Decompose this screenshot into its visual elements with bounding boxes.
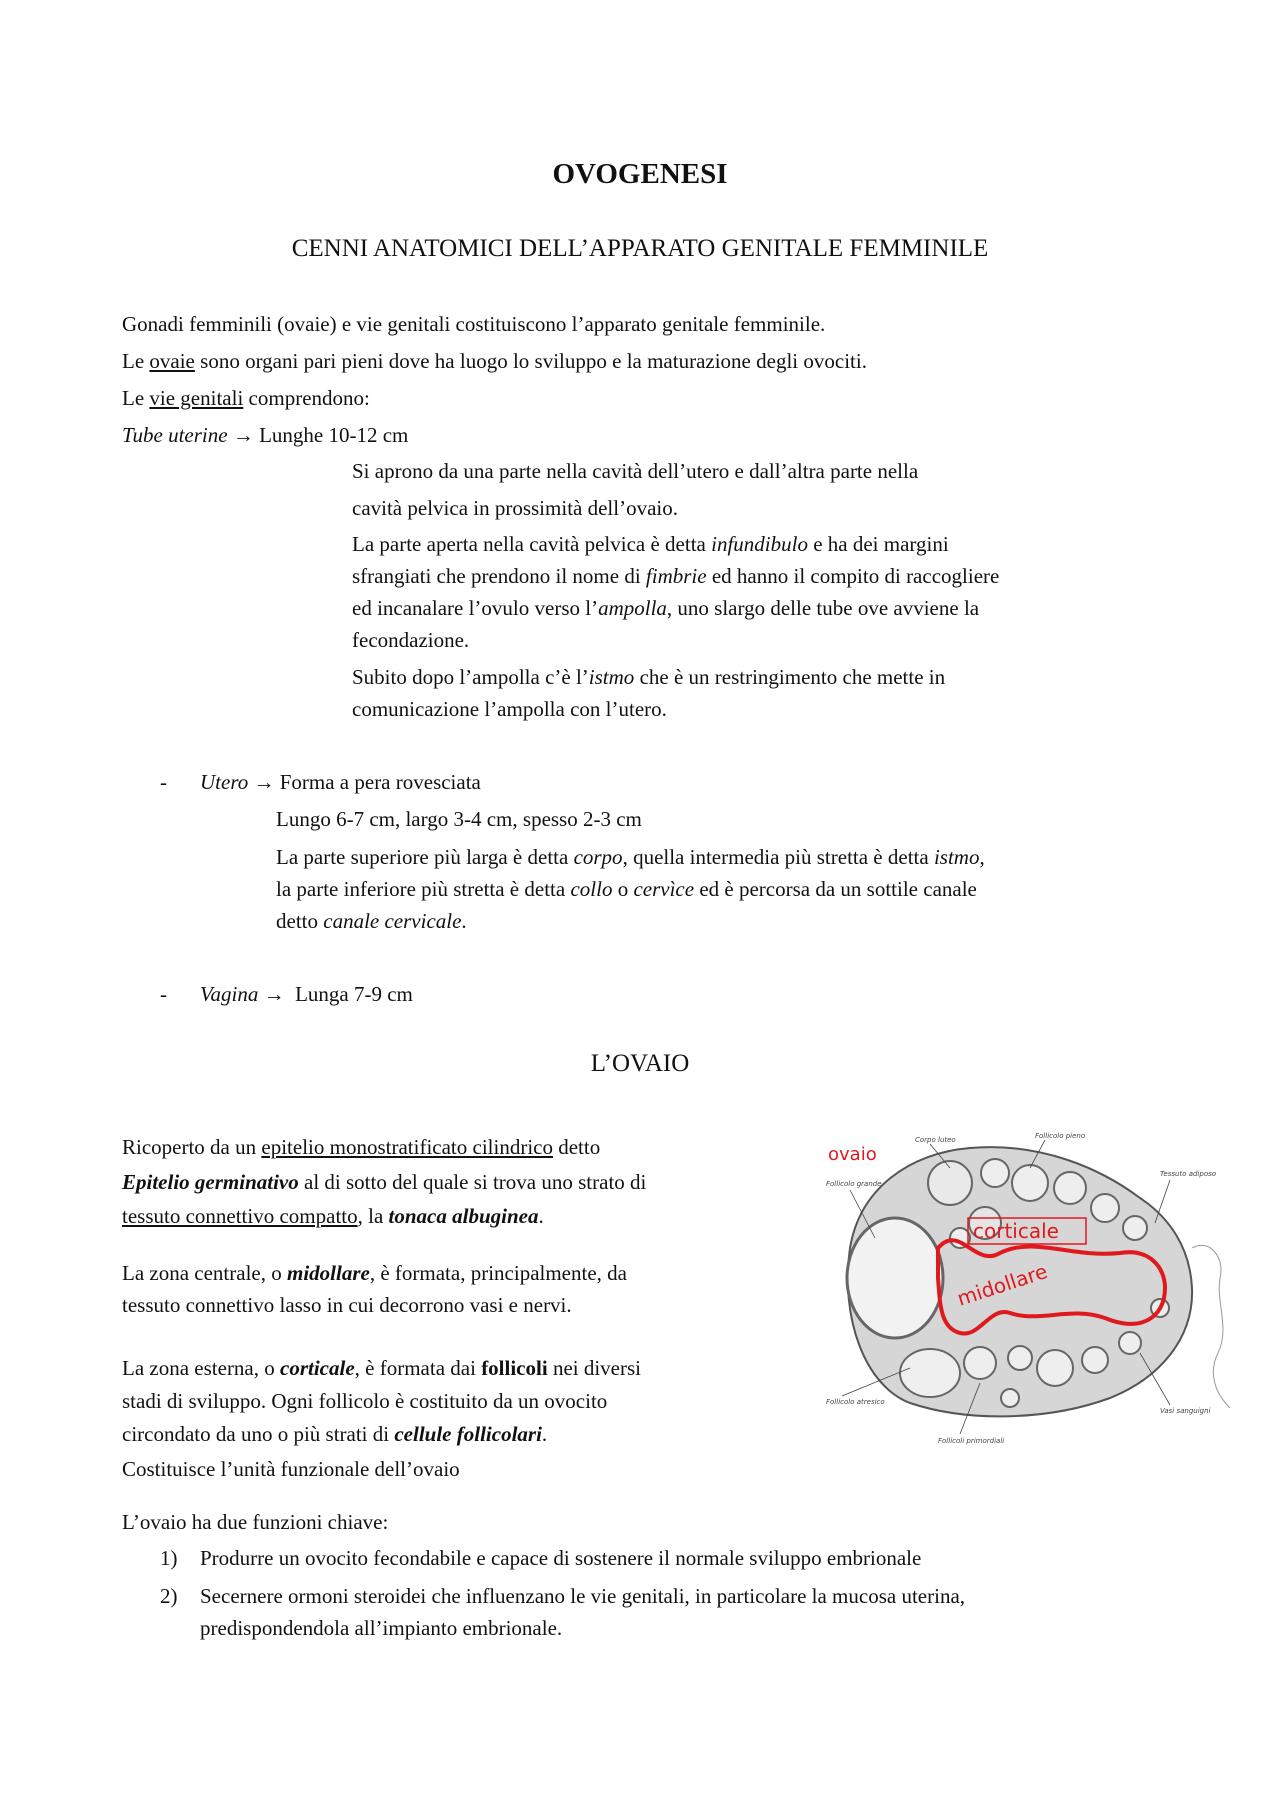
list-dash: -	[160, 770, 167, 794]
follicle	[1054, 1172, 1086, 1204]
follicle	[1037, 1350, 1073, 1386]
figure-label-midollare: midollare	[954, 1259, 1051, 1311]
figure-label-small: Corpo luteo	[915, 1136, 956, 1144]
section-title: L’OVAIO	[590, 1050, 690, 1077]
page-subtitle: CENNI ANATOMICI DELL’APPARATO GENITALE FEMMINILE	[291, 235, 989, 262]
ovary-figure	[820, 1128, 1240, 1450]
intro-line-1: Gonadi femminili (ovaie) e vie genitali costituiscono l’apparato genitale femminile.	[122, 312, 826, 336]
utero-text: Lungo 6-7 cm, largo 3-4 cm, spesso 2-3 cm	[276, 807, 642, 831]
ovaio-text: circondato da uno o più strati di cellule follicolari.	[122, 1422, 548, 1446]
ovaio-text: La zona centrale, o midollare, è formata, principalmente, da	[122, 1261, 627, 1285]
follicle	[1119, 1332, 1141, 1354]
ovaio-text: Ricoperto da un epitelio monostratificato cilindrico detto	[122, 1135, 601, 1159]
utero-heading: Utero → Forma a pera rovesciata	[200, 770, 481, 794]
list-number: 1)	[160, 1546, 178, 1570]
utero-text: la parte inferiore più stretta è detta collo o cervìce ed è percorsa da un sottile canale	[276, 877, 977, 901]
ovaio-text: L’ovaio ha due funzioni chiave:	[122, 1510, 389, 1534]
ovaio-text: La zona esterna, o corticale, è formata dai follicoli nei diversi	[122, 1356, 641, 1380]
follicle	[1082, 1347, 1108, 1373]
tube-text: La parte aperta nella cavità pelvica è detta infundibulo e ha dei margini	[352, 532, 949, 556]
figure-label-ovaio: ovaio	[828, 1144, 877, 1165]
figure-label-small: Follicolo atresico	[826, 1398, 885, 1406]
page-title: OVOGENESI	[552, 158, 728, 190]
tube-text: fecondazione.	[352, 628, 470, 652]
function-item: Secernere ormoni steroidei che influenzano le vie genitali, in particolare la mucosa uterina,	[200, 1584, 966, 1608]
list-number: 2)	[160, 1584, 178, 1608]
follicle	[1123, 1216, 1147, 1240]
ovaio-text: tessuto connettivo compatto, la tonaca albuginea.	[122, 1204, 544, 1228]
tube-heading: Tube uterine → Lunghe 10-12 cm	[122, 423, 409, 447]
adipose-tissue	[1192, 1245, 1230, 1408]
follicle	[1008, 1346, 1032, 1370]
follicle-large	[847, 1218, 943, 1338]
figure-label-small: Tessuto adiposo	[1160, 1170, 1217, 1178]
tube-text: Subito dopo l’ampolla c’è l’istmo che è un restringimento che mette in	[352, 665, 946, 689]
utero-text: La parte superiore più larga è detta corpo, quella intermedia più stretta è detta istmo,	[276, 845, 985, 869]
figure-label-small: Vasi sanguigni	[1160, 1407, 1211, 1415]
tube-text: ed incanalare l’ovulo verso l’ampolla, uno slargo delle tube ove avviene la	[352, 596, 980, 620]
figure-label-corticale: corticale	[973, 1219, 1059, 1243]
function-item: Produrre un ovocito fecondabile e capace di sostenere il normale sviluppo embrionale	[200, 1546, 922, 1570]
follicle	[1091, 1194, 1119, 1222]
figure-label-small: Follicoli primordiali	[938, 1437, 1005, 1445]
ovaio-text: tessuto connettivo lasso in cui decorrono vasi e nervi.	[122, 1293, 572, 1317]
function-item: predispondendola all’impianto embrionale.	[200, 1616, 563, 1640]
intro-line-3: Le vie genitali comprendono:	[122, 386, 370, 410]
figure-label-small: Follicolo grande	[826, 1180, 882, 1188]
figure-label-small: Follicolo pieno	[1035, 1132, 1086, 1140]
tube-text: sfrangiati che prendono il nome di fimbrie ed hanno il compito di raccogliere	[352, 564, 1000, 588]
tube-text: cavità pelvica in prossimità dell’ovaio.	[352, 496, 678, 520]
follicle	[1001, 1389, 1019, 1407]
tube-text: Si aprono da una parte nella cavità dell’utero e dall’altra parte nella	[352, 459, 919, 483]
vagina-heading: Vagina → Lunga 7-9 cm	[200, 982, 413, 1006]
ovaio-text: Costituisce l’unità funzionale dell’ovaio	[122, 1457, 460, 1481]
ovaio-text: Epitelio germinativo al di sotto del quale si trova uno strato di	[122, 1170, 647, 1194]
list-dash: -	[160, 982, 167, 1006]
ovary-illustration	[820, 1128, 1240, 1450]
ovaio-text: stadi di sviluppo. Ogni follicolo è costituito da un ovocito	[122, 1389, 608, 1413]
intro-line-2: Le ovaie sono organi pari pieni dove ha luogo lo sviluppo e la maturazione degli ovociti.	[122, 349, 867, 373]
follicle	[981, 1159, 1009, 1187]
tube-text: comunicazione l’ampolla con l’utero.	[352, 697, 667, 721]
follicle-large	[900, 1349, 960, 1397]
utero-text: detto canale cervicale.	[276, 909, 467, 933]
follicle	[1012, 1165, 1048, 1201]
follicle	[964, 1347, 996, 1379]
